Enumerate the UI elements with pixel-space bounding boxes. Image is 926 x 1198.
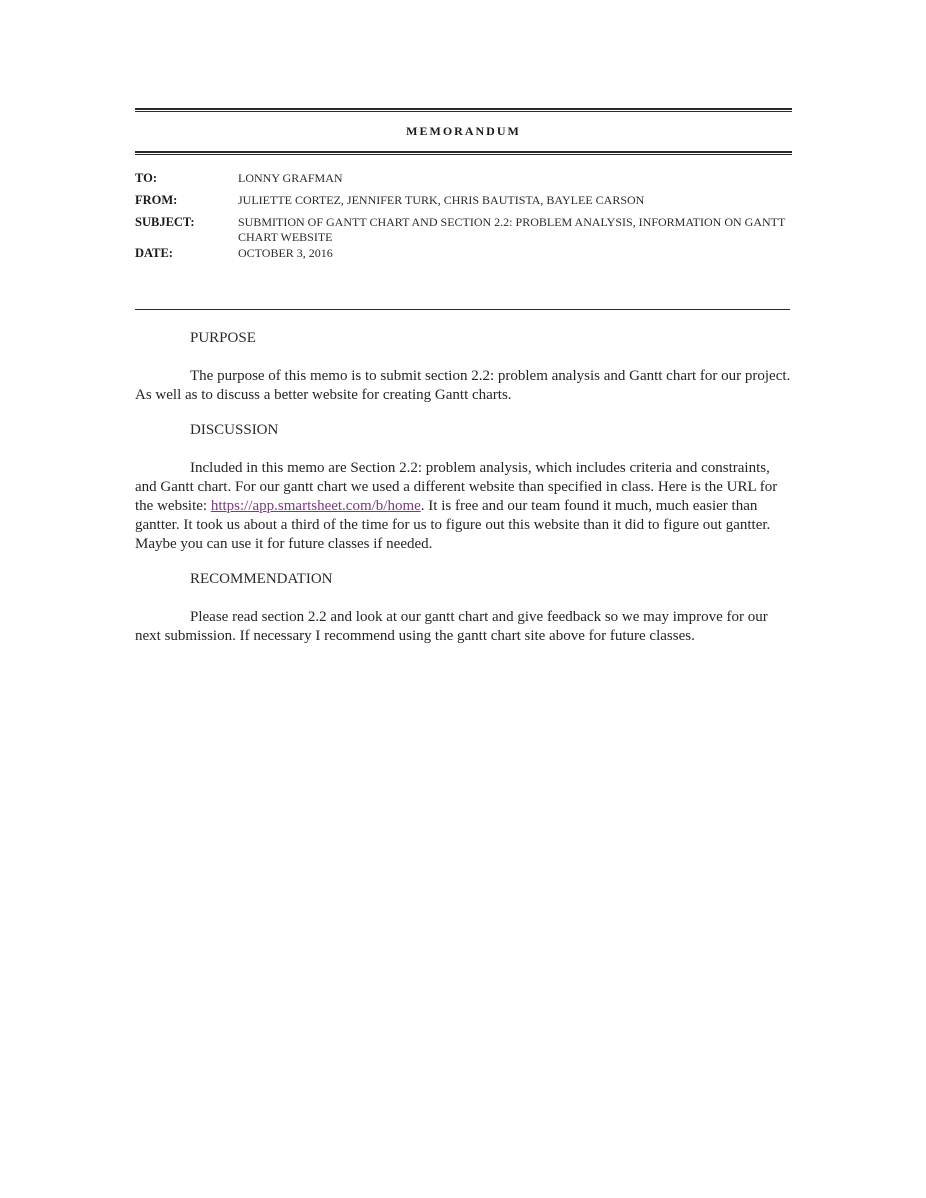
recommendation-heading: RECOMMENDATION [190,571,333,587]
to-value: LONNY GRAFMAN [238,171,343,185]
from-label: FROM: [135,193,178,207]
subject-value: SUBMITION OF GANTT CHART AND SECTION 2.2: PROBLEM ANALYSIS, INFORMATION ON GANTT CHART WEBSITE [238,215,786,244]
purpose-heading: PURPOSE [190,330,256,346]
smartsheet-link[interactable]: https://app.smartsheet.com/b/home [210,498,421,514]
discussion-text-after-link: . It is free and our team found it much, much easier than gantter. It took us about a third of the time for us to figure out this website than it did to figure out gantter. Maybe you can use it for future classes if needed. [135,498,771,552]
date-label: DATE: [135,246,173,260]
from-value: JULIETTE CORTEZ, JENNIFER TURK, CHRIS BAUTISTA, BAYLEE CARSON [238,193,645,207]
discussion-text-before-link: Included in this memo are Section 2.2: problem analysis, which includes criteria and constraints, and Gantt chart. For our gantt chart we used a different website than specified in class. Here is the URL for the website: [135,460,778,514]
top-double-rule [135,108,792,112]
header-divider [135,309,790,310]
discussion-paragraph [135,459,795,554]
subject-label: SUBJECT: [135,215,195,229]
recommendation-paragraph: Please read section 2.2 and look at our gantt chart and give feedback so we may improve for our next submission. If necessary I recommend using the gantt chart site above for future classes. [135,609,768,644]
memo-title: MEMORANDUM [406,124,521,138]
discussion-heading: DISCUSSION [190,422,279,438]
purpose-paragraph: The purpose of this memo is to submit section 2.2: problem analysis and Gantt chart for our project. As well as to discuss a better website for creating Gantt charts. [135,368,791,403]
header-double-rule [135,151,792,155]
to-label: TO: [135,171,157,185]
date-value: OCTOBER 3, 2016 [238,246,333,260]
